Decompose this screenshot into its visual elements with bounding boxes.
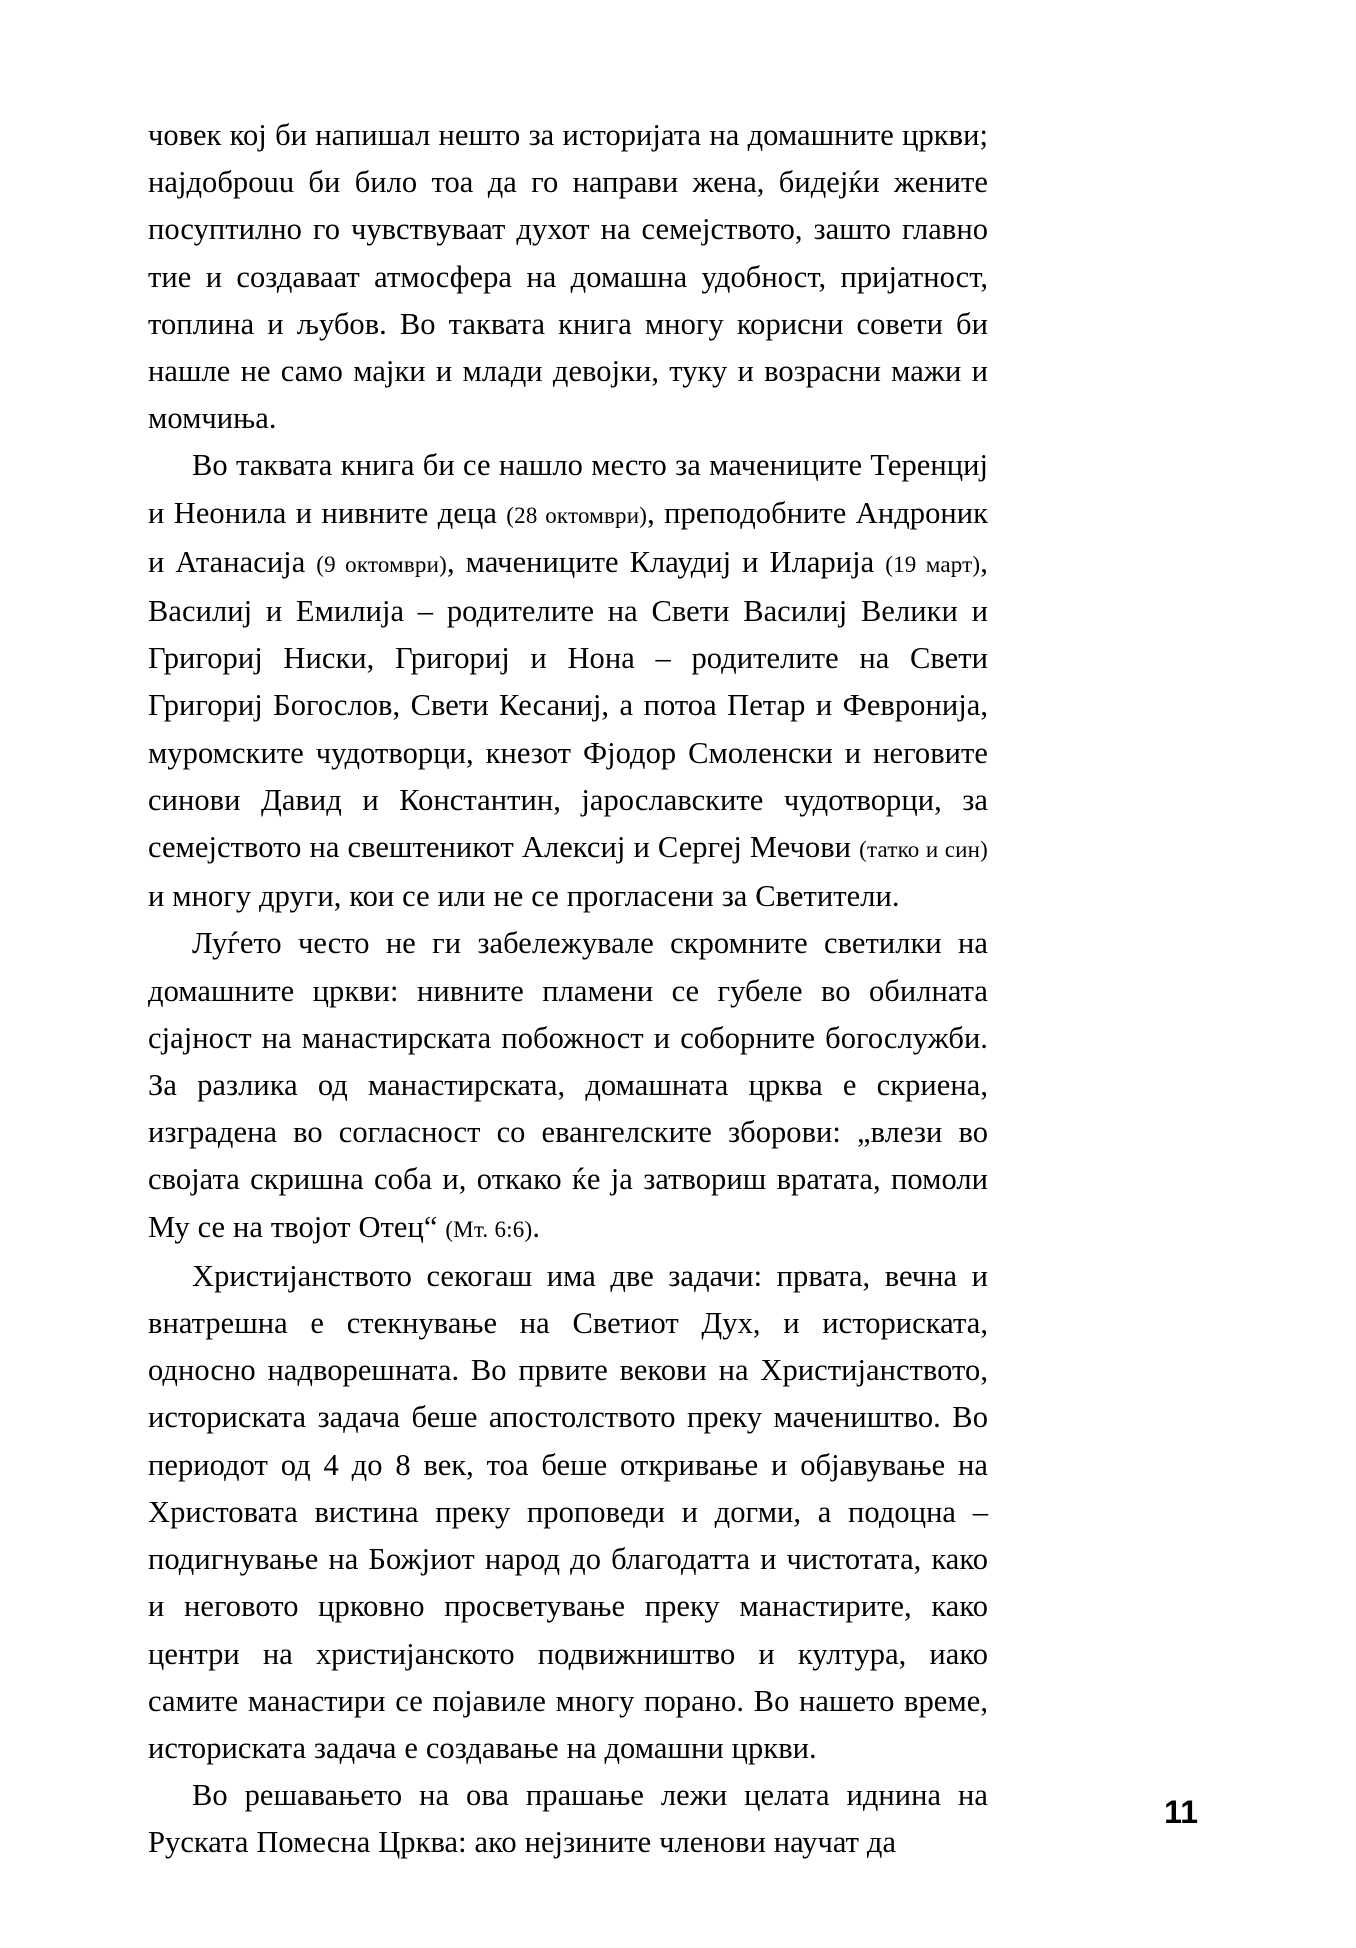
paragraph-2: Во таквата книга би се нашло место за мачениците Теренциј и Неонила и нивните деца (28 октомври), преподобните Андроник и Атанасија (9 октомври), мачениците Клаудиј и Иларија (19 март), Василиј и Емилија – родителите на Свети Василиј Велики и Григориј Ниски, Григориј и Нона – родителите на Свети Григориј Богослов, Свети Кесаниј, а потоа Петар и Февронија, муромските чудотворци, кнезот Фјодор Смоленски и неговите синови Давид и Константин, јарославските чудотворци, за семејството на свештеникот Алексиј и Сергеј Мечови (татко и син) и многу други, кои се или не се прогласени за Светители. <box>148 448 988 914</box>
inline-annotation: (Мт. 6:6) <box>445 1216 533 1242</box>
body-text-column <box>148 112 988 1867</box>
paragraph-3: Луѓето често не ги забележувале скромните светилки на домашните цркви: нивните пламени се губеле во обилната сјајност на манастирската побожност и соборните богослужби. За разлика од манастирската, домашната црква е скриена, изградена во согласност со евангелските зборови: „влези во својата скришна соба и, откако ќе ја затвориш вратата, помоли Му се на твојот Отец“ (Мт. 6:6). <box>148 926 988 1244</box>
inline-annotation: (19 март) <box>885 551 981 577</box>
page-number: 11 <box>1164 1794 1198 1830</box>
inline-annotation: (татко и син) <box>859 837 988 863</box>
paragraph-1: човек кој би напишал нешто за историјата на домашните цркви; најдоброuu би било тоа да го направи жена, бидејќи жените посуптилно го чувствуваат духот на семејството, зашто главно тие и создаваат атмосфера на домашна удобност, пријатност, топлина и љубов. Во таквата книга многу корисни совети би нашле не само мајки и млади девојки, туку и возрасни мажи и момчиња. <box>148 118 988 436</box>
paragraph-5: Во решавањето на ова прашање лежи целата иднина на Руската Помесна Црква: ако нејзините членови научат да <box>148 1778 988 1860</box>
paragraph-4: Христијанството секогаш има две задачи: првата, вечна и внатрешна е стекнување на Светиот Дух, и историската, односно надворешната. Во првите векови на Христијанството, историската задача беше апостолството преку мачеништво. Во периодот од 4 до 8 век, тоа беше откривање и објавување на Христовата вистина преку проповеди и догми, а подоцна – подигнување на Божјиот народ до благодатта и чистотата, како и неговото црковно просветување преку манастирите, како центри на христијанското подвижништво и култура, иако самите манастири се појавиле многу порано. Во нашето време, историската задача е создавање на домашни цркви. <box>148 1258 988 1765</box>
inline-annotation: (9 октомври) <box>316 551 447 577</box>
inline-annotation: (28 октомври) <box>506 502 648 528</box>
